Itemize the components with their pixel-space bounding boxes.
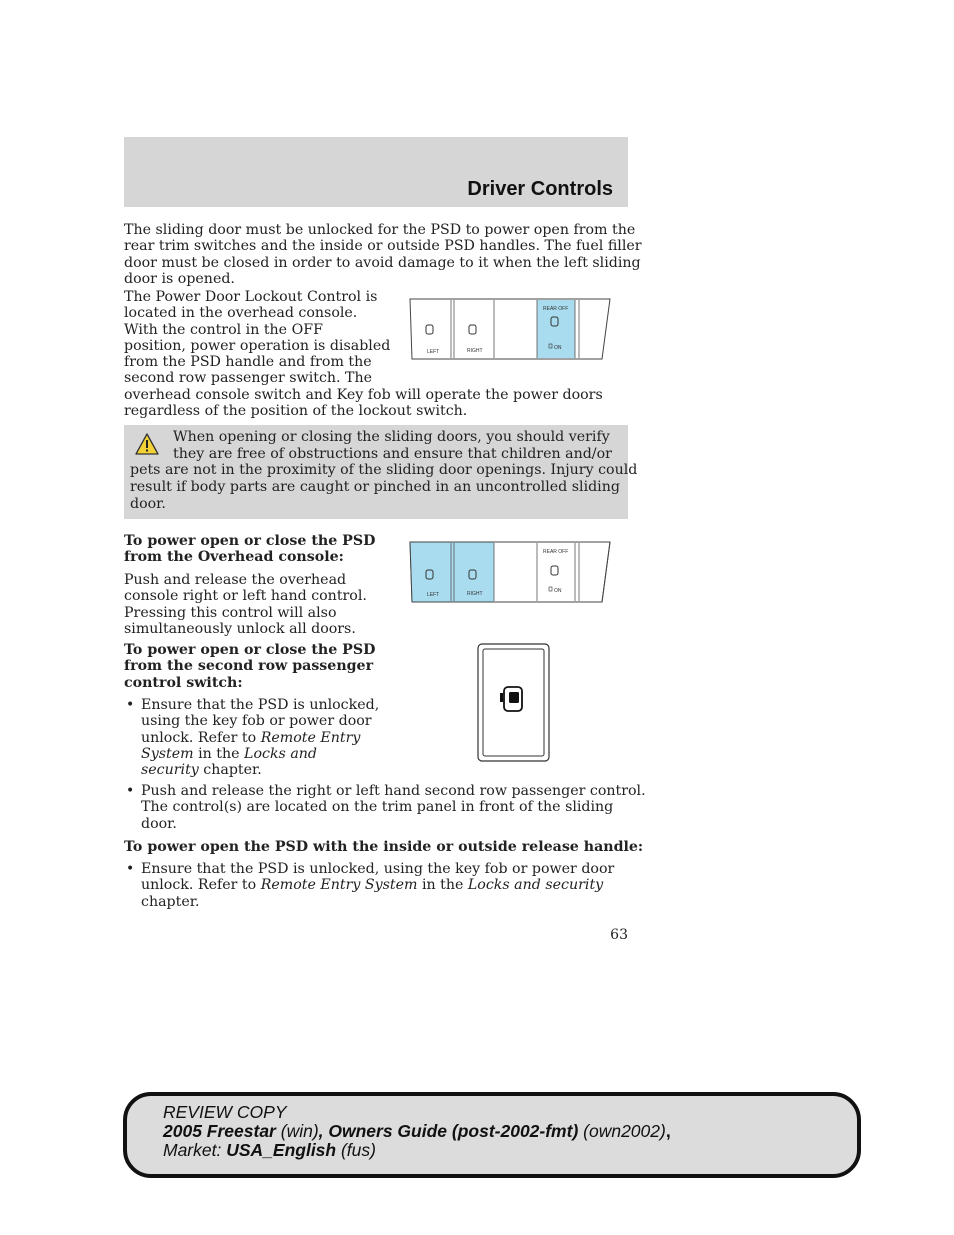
text-run: unlock. Refer to xyxy=(141,877,261,894)
text-line: regardless of the position of the lockout switch. xyxy=(124,403,468,420)
text-line: rear trim switches and the inside or outside PSD handles. The fuel filler xyxy=(124,238,642,255)
footer-market: USA_English xyxy=(226,1140,337,1160)
text-line: With the control in the OFF xyxy=(124,321,323,338)
footer-doc-line xyxy=(163,1122,671,1141)
reference-text: System xyxy=(141,745,194,762)
bullet-marker: • xyxy=(126,861,135,877)
text-line: result if body parts are caught or pinched in an uncontrolled sliding xyxy=(130,479,620,496)
reference-text: Locks and xyxy=(244,745,318,762)
text-line: The Power Door Lockout Control is xyxy=(124,289,378,305)
on-label: ON xyxy=(554,345,562,351)
text-line: To power open or close the PSD xyxy=(124,642,376,658)
text-line: door. xyxy=(141,815,177,832)
text-line: Ensure that the PSD is unlocked, using the key fob or power door xyxy=(141,861,615,877)
text-line: position, power operation is disabled xyxy=(124,337,391,354)
text-line xyxy=(141,877,614,893)
text-line: To power open the PSD with the inside or outside release handle: xyxy=(124,839,644,855)
right-label: RIGHT xyxy=(467,348,483,354)
footer-guide-code: (own2002) xyxy=(578,1121,666,1141)
reference-text: Locks and security xyxy=(467,877,604,894)
section-title: Driver Controls xyxy=(467,178,613,200)
text-line: Ensure that the PSD is unlocked, xyxy=(141,697,380,713)
text-run: in the xyxy=(417,877,468,894)
text-line: chapter. xyxy=(141,893,200,910)
text-line: door must be closed in order to avoid damage to it when the left sliding xyxy=(124,254,641,271)
text-line: located in the overhead console. xyxy=(124,305,358,322)
section-header-band xyxy=(124,137,628,207)
warning-box xyxy=(124,425,638,519)
bullet-marker: • xyxy=(126,697,135,713)
footer-comma: , xyxy=(665,1121,671,1141)
footer-market-code: (fus) xyxy=(336,1140,376,1160)
handle-bullet-1 xyxy=(141,861,614,910)
text-line xyxy=(141,730,379,746)
footer-model-code: (win) xyxy=(275,1121,319,1141)
second-row-switch-figure xyxy=(477,643,551,767)
text-line: simultaneously unlock all doors. xyxy=(124,620,356,637)
text-line: Push and release the right or left hand second row passenger control. xyxy=(141,783,646,799)
text-line: overhead console switch and Key fob will operate the power doors xyxy=(124,386,603,403)
text-line: second row passenger switch. The xyxy=(124,370,373,387)
rear-off-label: REAR OFF xyxy=(543,306,569,312)
left-label: LEFT xyxy=(427,592,440,598)
text-line: from the Overhead console: xyxy=(124,549,344,566)
rear-off-label: REAR OFF xyxy=(543,549,569,555)
overhead-body xyxy=(124,572,367,637)
text-line: console right or left hand control. xyxy=(124,588,367,605)
text-line: Push and release the overhead xyxy=(124,572,347,588)
text-line: pets are not in the proximity of the sliding door openings. Injury could xyxy=(130,462,638,479)
console-figure-left-right xyxy=(404,540,614,608)
review-footer xyxy=(123,1092,861,1178)
review-copy-label: REVIEW COPY xyxy=(163,1102,287,1122)
second-row-heading xyxy=(124,642,375,691)
footer-text xyxy=(163,1103,671,1160)
second-row-bullet-1 xyxy=(141,697,379,778)
text-line: they are free of obstructions and ensure that children and/or xyxy=(173,445,612,462)
overhead-heading xyxy=(124,533,375,566)
text-line: Pressing this control will also xyxy=(124,604,337,621)
left-label: LEFT xyxy=(427,349,440,355)
reference-text: security xyxy=(141,762,199,779)
text-run: unlock. Refer to xyxy=(141,729,261,746)
text-line: control switch: xyxy=(124,674,243,691)
text-line: from the PSD handle and from the xyxy=(124,354,372,371)
right-label: RIGHT xyxy=(467,591,483,597)
page-number: 63 xyxy=(610,927,628,943)
text-run: in the xyxy=(193,745,245,762)
on-label: ON xyxy=(554,588,562,594)
footer-guide: , Owners Guide (post-2002-fmt) xyxy=(318,1121,579,1141)
text-line: The sliding door must be unlocked for the PSD to power open from the xyxy=(124,222,636,238)
reference-text: Remote Entry xyxy=(260,729,361,746)
intro-paragraph xyxy=(124,222,642,287)
text-line: When opening or closing the sliding doors, you should verify xyxy=(173,429,610,445)
text-line: door is opened. xyxy=(124,270,235,287)
console-figure-rear-off xyxy=(404,297,614,365)
footer-model: 2005 Freestar xyxy=(163,1121,276,1141)
warning-text xyxy=(130,429,638,513)
text-run: chapter. xyxy=(198,762,262,779)
text-line xyxy=(141,762,379,778)
text-line: The control(s) are located on the trim panel in front of the sliding xyxy=(141,799,614,816)
text-line: To power open or close the PSD xyxy=(124,533,376,549)
reference-text: Remote Entry System xyxy=(260,877,418,894)
text-line: using the key fob or power door xyxy=(141,713,372,730)
text-line xyxy=(141,746,379,762)
footer-market-label: Market: xyxy=(163,1140,227,1160)
second-row-bullet-2 xyxy=(141,783,646,832)
footer-market-line xyxy=(163,1141,671,1160)
text-line: door. xyxy=(130,495,166,512)
handle-heading xyxy=(124,839,643,855)
bullet-marker: • xyxy=(126,783,135,799)
text-line: from the second row passenger xyxy=(124,658,374,675)
